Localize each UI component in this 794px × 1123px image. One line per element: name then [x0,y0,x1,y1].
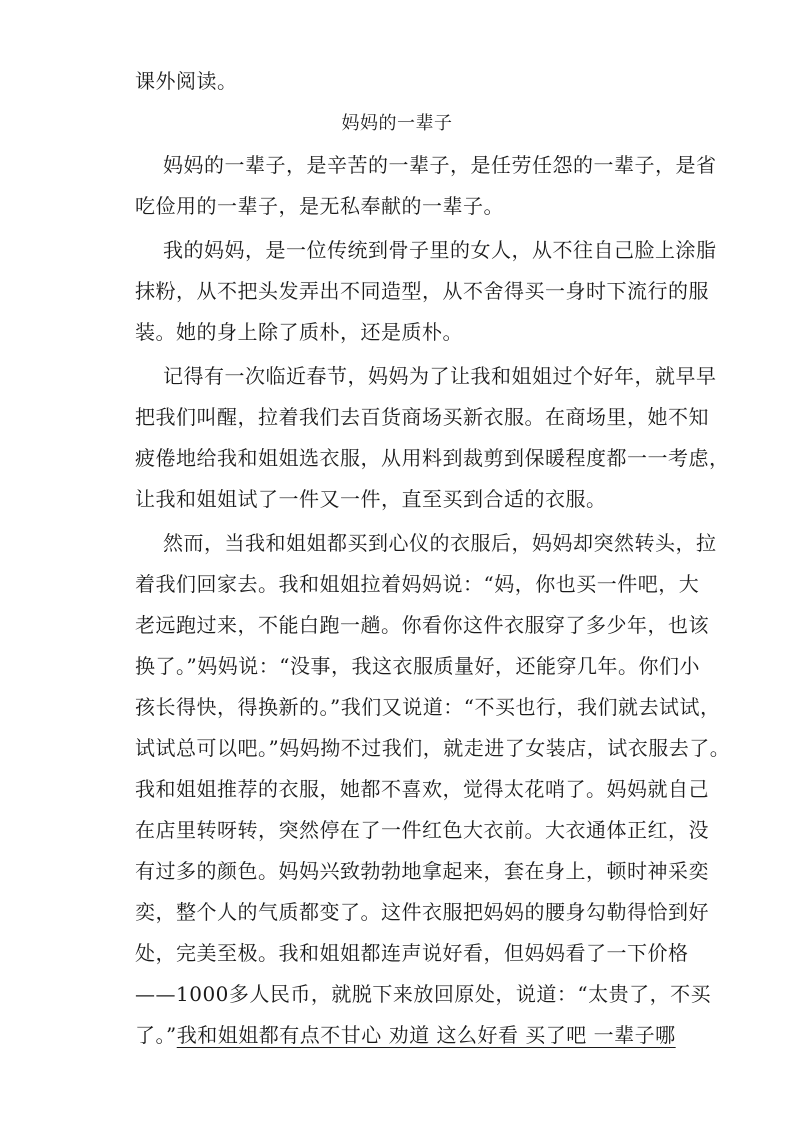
paragraph-4-line-8: 在店里转呀转，突然停在了一件红色大衣前。大衣通体正红，没 [135,818,709,842]
paragraph-2-line-2: 抹粉，从不把头发弄出不同造型，从不舍得买一身时下流行的服 [135,279,709,303]
paragraph-3-line-4: 让我和姐姐试了一件又一件，直至买到合适的衣服。 [135,487,607,511]
paragraph-4-line-13 [135,1022,676,1048]
article-title: 妈妈的一辈子 [341,113,453,134]
paragraph-4-line-12: ——1000多人民币，就脱下来放回原处，说道：“太贵了，不买 [135,982,712,1006]
underlined-answer-text: 我和姐姐都有点不甘心 劝道 这么好看 买了吧 一辈子哪 [176,1023,676,1047]
paragraph-4-line-11: 处，完美至极。我和姐姐都连声说好看，但妈妈看了一下价格 [135,941,689,965]
paragraph-2-line-3: 装。她的身上除了质朴，还是质朴。 [135,320,463,344]
paragraph-4-line-3: 老远跑过来，不能白跑一趟。你看你这件衣服穿了多少年，也该 [135,613,709,637]
paragraph-3-line-2: 把我们叫醒，拉着我们去百货商场买新衣服。在商场里，她不知 [135,405,709,429]
paragraph-4-line-7: 我和姐姐推荐的衣服，她都不喜欢，觉得太花哨了。妈妈就自己 [135,777,709,801]
intro-label: 课外阅读。 [135,69,238,93]
paragraph-3-line-1: 记得有一次临近春节，妈妈为了让我和姐姐过个好年，就早早 [163,364,717,388]
paragraph-3-line-3: 疲倦地给我和姐姐选衣服，从用料到裁剪到保暖程度都一一考虑， [135,446,730,470]
paragraph-4-line-6: 试试总可以吧。”妈妈拗不过我们，就走进了女装店，试衣服去了。 [135,736,731,760]
paragraph-1-line-1: 妈妈的一辈子，是辛苦的一辈子，是任劳任怨的一辈子，是省 [163,153,717,177]
paragraph-4-line-9: 有过多的颜色。妈妈兴致勃勃地拿起来，套在身上，顿时神采奕 [135,859,709,883]
paragraph-2-line-1: 我的妈妈，是一位传统到骨子里的女人，从不往自己脸上涂脂 [163,238,717,262]
paragraph-4-line-5: 孩长得快，得换新的。”我们又说道：“不买也行，我们就去试试， [135,695,721,719]
paragraph-4-line-4: 换了。”妈妈说：“没事，我这衣服质量好，还能穿几年。你们小 [135,654,700,678]
paragraph-4-line-2: 着我们回家去。我和姐姐拉着妈妈说：“妈，你也买一件吧，大 [135,572,700,596]
line-plain-part: 了。” [135,1023,177,1047]
paragraph-1-line-2: 吃俭用的一辈子，是无私奉献的一辈子。 [135,194,504,218]
paragraph-4-line-1: 然而，当我和姐姐都买到心仪的衣服后，妈妈却突然转头，拉 [163,531,717,555]
paragraph-4-line-10: 奕，整个人的气质都变了。这件衣服把妈妈的腰身勾勒得恰到好 [135,900,709,924]
